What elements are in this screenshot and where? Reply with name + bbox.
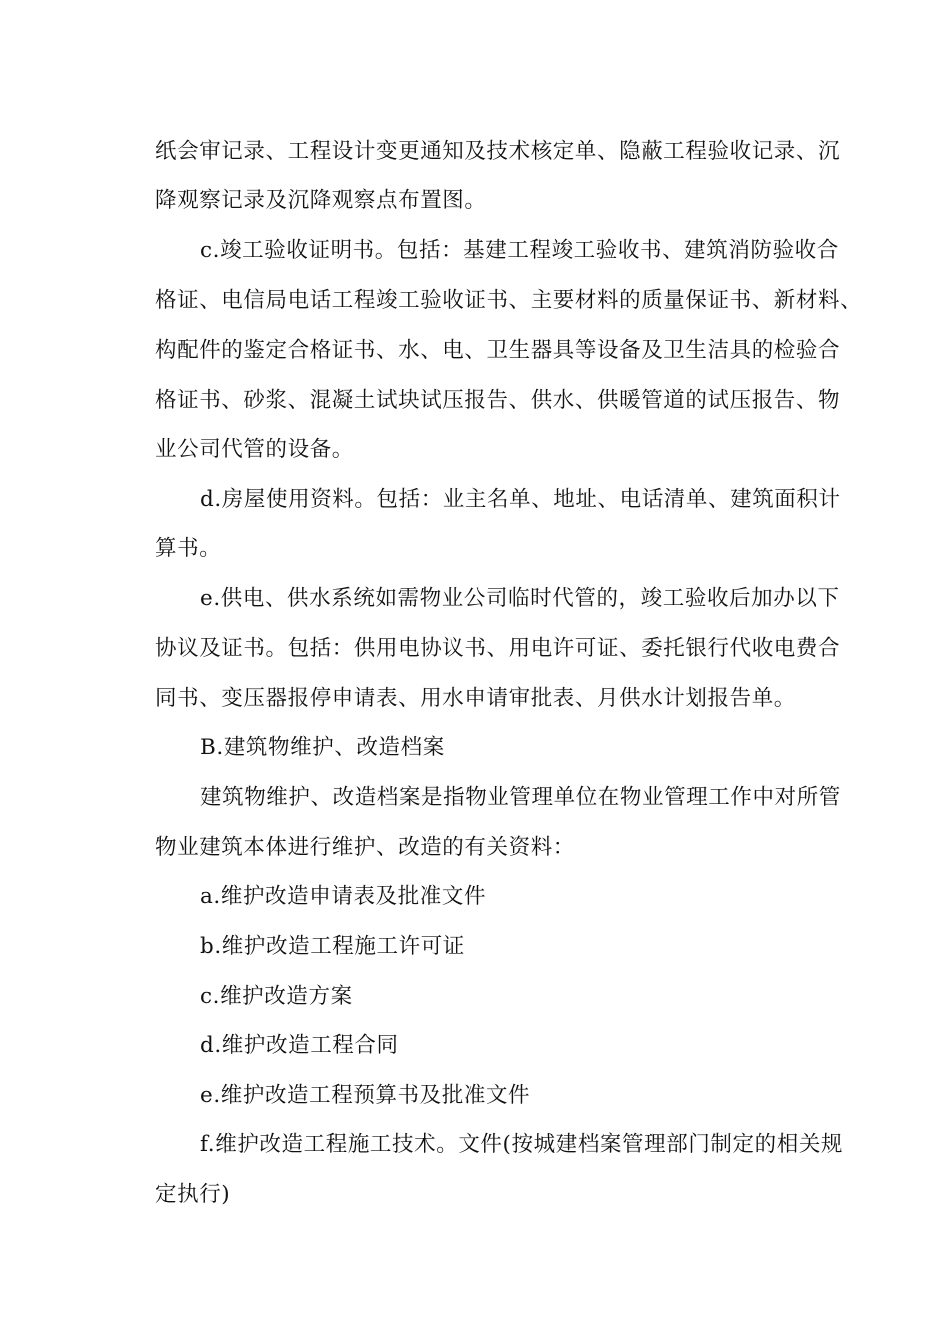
text-line: 格证书、砂浆、混凝土试块试压报告、供水、供暖管道的试压报告、物 <box>155 388 841 413</box>
section-b-heading: B.建筑物维护、改造档案 <box>200 735 445 760</box>
list-item-f: f.维护改造工程施工技术。文件(按城建档案管理部门制定的相关规 <box>200 1132 844 1157</box>
text-line: 物业建筑本体进行维护、改造的有关资料： <box>155 835 575 860</box>
list-item-d: d.维护改造工程合同 <box>200 1033 399 1058</box>
paragraph-e-line: e.供电、供水系统如需物业公司临时代管的，竣工验收后加办以下 <box>200 586 840 611</box>
list-item-e: e.维护改造工程预算书及批准文件 <box>200 1083 531 1108</box>
list-item-a: a.维护改造申请表及批准文件 <box>200 884 487 909</box>
section-b-intro-line: 建筑物维护、改造档案是指物业管理单位在物业管理工作中对所管 <box>200 785 841 810</box>
text-line: 算书。 <box>155 536 222 561</box>
text-line: 同书、变压器报停申请表、用水申请审批表、月供水计划报告单。 <box>155 686 796 711</box>
text-line: 格证、电信局电话工程竣工验收证书、主要材料的质量保证书、新材料、 <box>155 288 863 313</box>
text-line: 定执行) <box>155 1182 231 1207</box>
paragraph-d-line: d.房屋使用资料。包括：业主名单、地址、电话清单、建筑面积计 <box>200 487 841 512</box>
text-line: 降观察记录及沉降观察点布置图。 <box>155 188 487 213</box>
list-item-c: c.维护改造方案 <box>200 984 353 1009</box>
text-line: 构配件的鉴定合格证书、水、电、卫生器具等设备及卫生洁具的检验合 <box>155 338 841 363</box>
text-line: 纸会审记录、工程设计变更通知及技术核定单、隐蔽工程验收记录、沉 <box>155 139 841 164</box>
text-line: 业公司代管的设备。 <box>155 437 354 462</box>
text-line: 协议及证书。包括：供用电协议书、用电许可证、委托银行代收电费合 <box>155 636 841 661</box>
list-item-b: b.维护改造工程施工许可证 <box>200 934 465 959</box>
paragraph-c-line: c.竣工验收证明书。包括：基建工程竣工验收书、建筑消防验收合 <box>200 238 839 263</box>
